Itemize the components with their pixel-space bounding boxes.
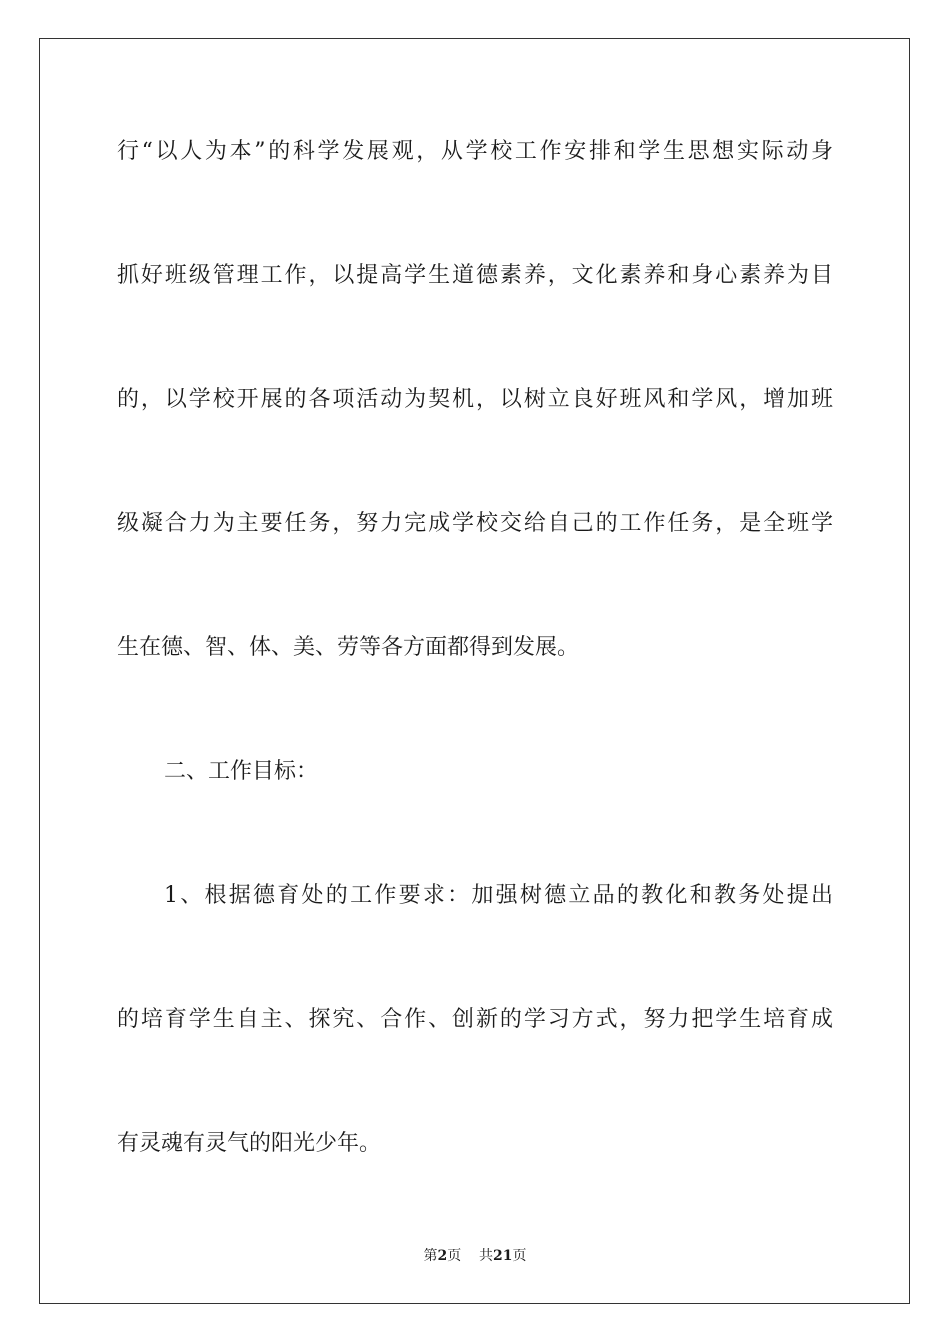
paragraph-line-7: 1、根据德育处的工作要求：加强树德立品的教化和教务处提出 [164, 883, 833, 908]
paragraph-line-5: 生在德、智、体、美、劳等各方面都得到发展。 [117, 635, 580, 660]
paragraph-line-1: 行“以人为本”的科学发展观，从学校工作安排和学生思想实际动身 [117, 139, 833, 164]
footer-page-number: 2 [437, 1248, 448, 1264]
paragraph-line-4: 级凝合力为主要任务，努力完成学校交给自己的工作任务，是全班学 [117, 511, 833, 536]
footer-page-suffix: 页 [447, 1248, 462, 1264]
page-footer [0, 1246, 950, 1266]
footer-total-prefix: 共 [479, 1248, 494, 1264]
page-border [39, 38, 910, 1304]
paragraph-line-3: 的，以学校开展的各项活动为契机，以树立良好班风和学风，增加班 [117, 387, 833, 412]
footer-page-prefix: 第 [423, 1248, 438, 1264]
paragraph-line-8: 的培育学生自主、探究、合作、创新的学习方式，努力把学生培育成 [117, 1007, 833, 1032]
paragraph-line-2: 抓好班级管理工作，以提高学生道德素养，文化素养和身心素养为目 [117, 263, 833, 288]
footer-total-suffix: 页 [512, 1248, 527, 1264]
section-heading: 二、工作目标： [164, 759, 319, 784]
paragraph-line-9: 有灵魂有灵气的阳光少年。 [117, 1131, 382, 1156]
footer-total-pages: 21 [493, 1248, 513, 1264]
